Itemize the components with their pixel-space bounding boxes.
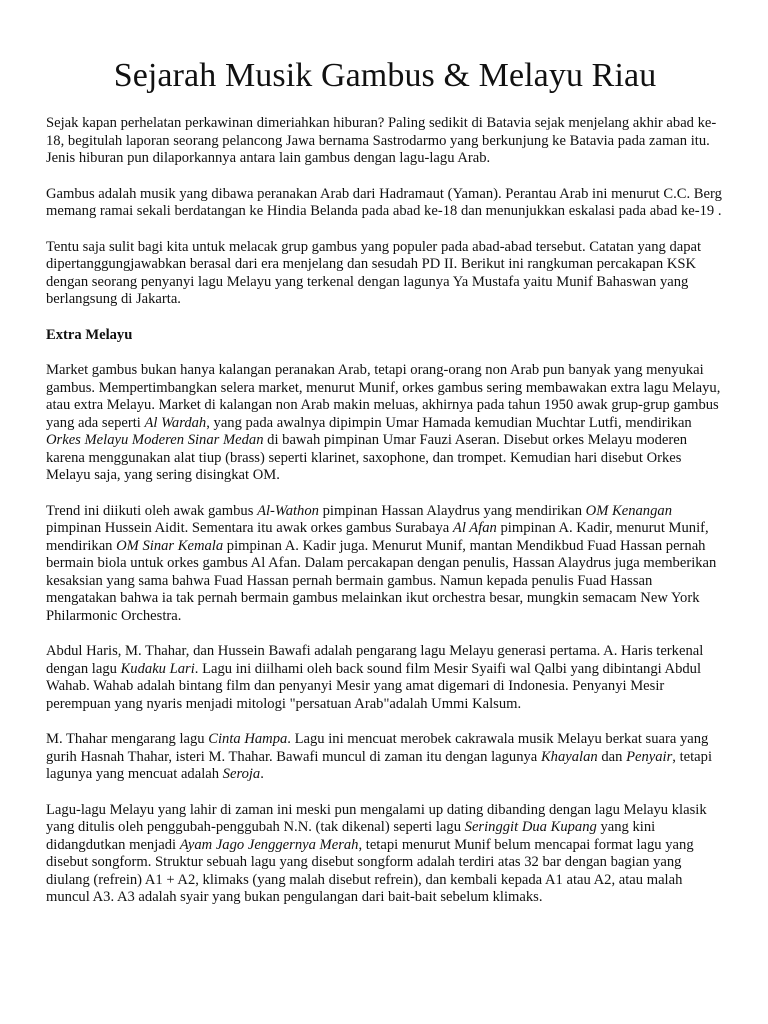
paragraph-text: , tetapi lagunya yang mencuat adalah xyxy=(46,748,712,782)
paragraph-text: . Lagu ini diilhami oleh back sound film Mesir Syaifi wal Qalbi yang dibintangi Abdul Wahab. Wahab adalah bintang film dan penyanyi Mesir yang amat digemari di Indonesia. Penyanyi Mesir perempuan yang nyaris menjadi mitologi "persatuan Arab"adalah Ummi Kalsum. xyxy=(46,660,702,712)
paragraph xyxy=(46,731,724,784)
italic-title-text: OM Sinar Kemala xyxy=(116,537,224,554)
paragraph-text: , tetapi menurut Munif belum mencapai format lagu yang disebut songform. Struktur sebuah lagu yang disebut songform adalah terdiri atas 32 bar dengan bagian yang diulang (refrein) A1 + A2, klimaks (yang malah disebut refrein), dan kembali kepada A1 atau A2, atau malah muncul A3. A3 adalah syair yang bukan pengulangan dari bait-bait sebelum klimaks. xyxy=(46,836,694,905)
paragraph-text: Market gambus bukan hanya kalangan peranakan Arab, tetapi orang-orang non Arab pun banyak yang menyukai gambus. Mempertimbangkan selera market, menurut Munif, orkes gambus sering membawakan extra lagu Melayu, atau extra Melayu. Market di kalangan non Arab makin meluas, akhirnya pada tahun 1950 awak grup-grup gambus yang ada seperti xyxy=(46,362,721,431)
paragraph-text: yang kini didangdutkan menjadi xyxy=(46,819,656,853)
article-body xyxy=(46,115,724,907)
paragraph-text: Tentu saja sulit bagi kita untuk melacak grup gambus yang populer pada abad-abad tersebut. Catatan yang dapat dipertanggungjawabkan berasal dari era menjelang dan sesudah PD II. Berikut ini rangkuman percakapan KSK dengan seorang penyanyi lagu Melayu yang terkenal dengan lagunya Ya Mustafa yaitu Munif Bahaswan yang berlangsung di Jakarta. xyxy=(46,238,702,307)
italic-title-text: Orkes Melayu Moderen Sinar Medan xyxy=(46,432,264,448)
italic-title-text: OM Kenangan xyxy=(585,502,672,519)
paragraph-text: pimpinan A. Kadir, menurut Munif, mendirikan xyxy=(46,520,709,554)
italic-title-text: Cinta Hampa xyxy=(208,731,288,747)
paragraph xyxy=(46,503,724,626)
paragraph-text: M. Thahar mengarang lagu xyxy=(46,731,209,747)
paragraph-text: di bawah pimpinan Umar Fauzi Aseran. Disebut orkes Melayu moderen karena menggunakan alat tiup (brass) seperti klarinet, saxophone, dan trompet. Kemudian hari disebut Orkes Melayu saja, yang sering disingkat OM. xyxy=(46,432,688,483)
paragraph xyxy=(46,239,724,309)
italic-title-text: Al Wardah xyxy=(144,414,207,431)
paragraph xyxy=(46,802,724,907)
paragraph-text: Sejak kapan perhelatan perkawinan dimeriahkan hiburan? Paling sedikit di Batavia sejak menjelang akhir abad ke-18, begitulah laporan seorang pelancong Jawa bernama Sastrodarmo yang berkunjung ke Batavia pada zaman itu. Jenis hiburan pun dilaporkannya antara lain gambus dengan lagu-lagu Arab. xyxy=(46,115,717,166)
paragraph xyxy=(46,115,724,168)
italic-title-text: Al Afan xyxy=(452,520,497,536)
italic-title-text: Al-Wathon xyxy=(257,502,319,519)
paragraph-text: pimpinan Hassan Alaydrus yang mendirikan xyxy=(318,502,586,519)
italic-title-text: Khayalan xyxy=(540,748,598,765)
italic-title-text: Seroja xyxy=(222,766,261,782)
paragraph xyxy=(46,362,724,485)
paragraph xyxy=(46,643,724,713)
paragraph-text: , yang pada awalnya dipimpin Umar Hamada kemudian Muchtar Lutfi, mendirikan xyxy=(206,414,692,431)
italic-title-text: Penyair xyxy=(626,748,673,765)
italic-title-text: Seringgit Dua Kupang xyxy=(464,819,597,835)
paragraph-text: Abdul Haris, M. Thahar, dan Hussein Bawafi adalah pengarang lagu Melayu generasi pertama. A. Haris terkenal dengan lagu xyxy=(46,643,704,677)
paragraph-text: Trend ini diikuti oleh awak gambus xyxy=(46,502,258,519)
section-heading: Extra Melayu xyxy=(46,326,133,343)
paragraph-text: Lagu-lagu Melayu yang lahir di zaman ini meski pun mengalami up dating dibanding dengan lagu Melayu klasik yang ditulis oleh penggubah-penggubah N.N. (tak dikenal) seperti lagu xyxy=(46,801,707,835)
page-title: Sejarah Musik Gambus & Melayu Riau xyxy=(113,57,657,94)
paragraph-text: pimpinan Hussein Aidit. Sementara itu awak orkes gambus Surabaya xyxy=(46,520,453,536)
paragraph-text: . Lagu ini mencuat merobek cakrawala musik Melayu berkat suara yang gurih Hasnah Thahar, isteri M. Thahar. Bawafi muncul di zaman itu dengan lagunya xyxy=(46,731,709,765)
paragraph-text: dan xyxy=(597,748,627,765)
paragraph-text: Gambus adalah musik yang dibawa peranakan Arab dari Hadramaut (Yaman). Perantau Arab ini menurut C.C. Berg memang ramai sekali berdatangan ke Hindia Belanda pada abad ke-18 dan menunjukkan eskalasi pada abad ke-19 . xyxy=(46,185,722,219)
paragraph-text: . xyxy=(260,766,264,782)
paragraph-text: pimpinan A. Kadir juga. Menurut Munif, mantan Mendikbud Fuad Hassan pernah bermain biola untuk orkes gambus Al Afan. Dalam percakapan dengan penulis, Hassan Alaydrus juga memberikan kesaksian yang sama bahwa Fuad Hassan pernah bermain gambus. Namun kepada penulis Fuad Hassan mengatakan bahwa ia tak pernah bermain gambus melainkan ikut orchestra besar, mungkin semacam New York Philarmonic Orchestra. xyxy=(46,537,717,624)
paragraph xyxy=(46,186,724,221)
italic-title-text: Kudaku Lari xyxy=(120,660,195,677)
italic-title-text: Ayam Jago Jenggernya Merah xyxy=(179,836,359,853)
